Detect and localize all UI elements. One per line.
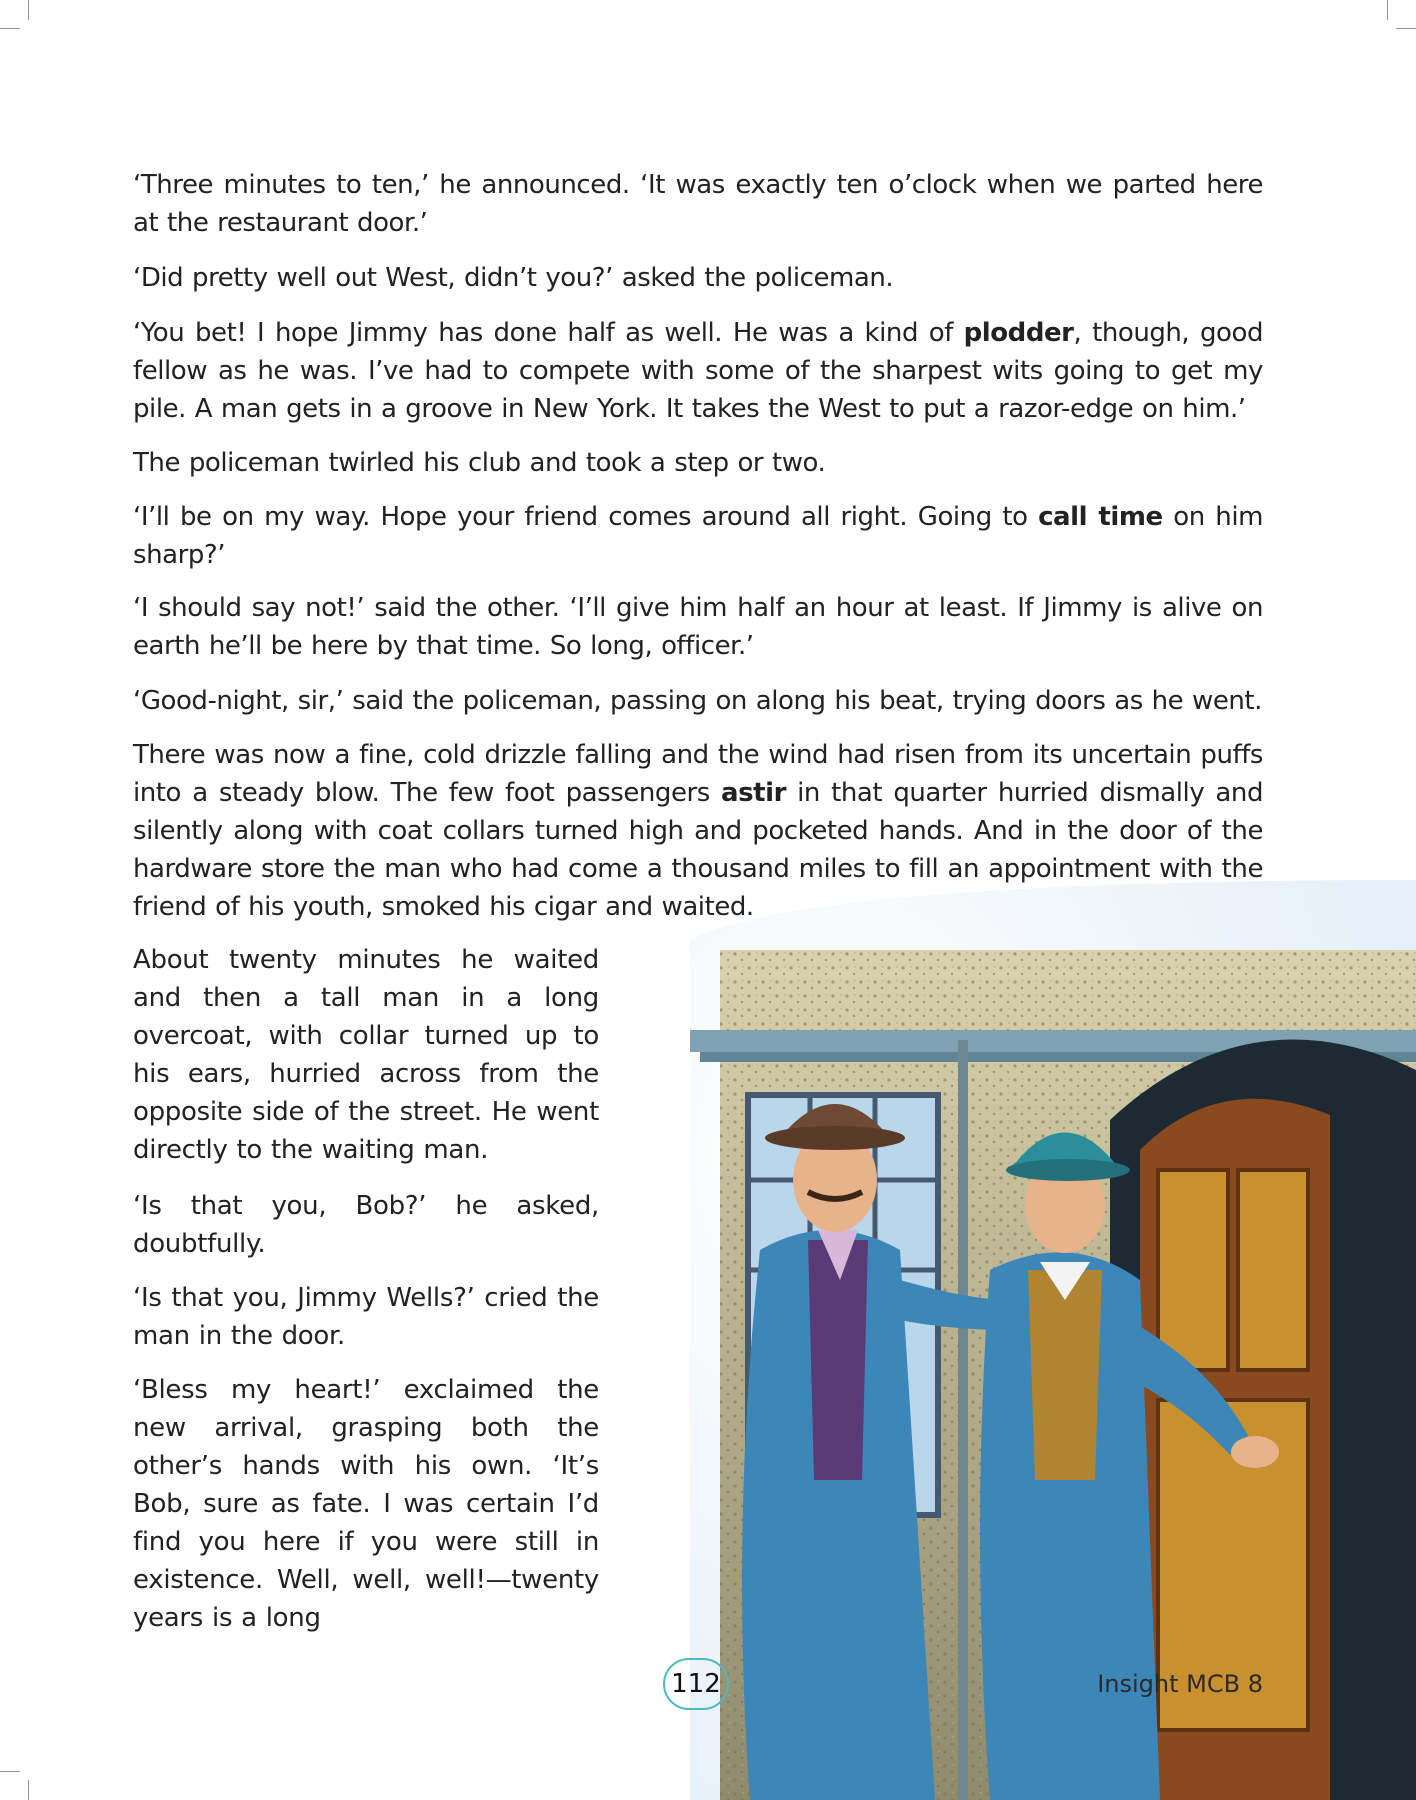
paragraph-9 bbox=[133, 941, 599, 1169]
book-title: Insight MCB 8 bbox=[1097, 1670, 1263, 1698]
text-segment: on him sharp?’ bbox=[133, 502, 1263, 570]
paragraph-5 bbox=[133, 498, 1263, 574]
text-segment: ‘Bless my heart!’ exclaimed the new arrival, grasping both the other’s hands with his own. ‘It’s Bob, sure as fate. I was certain I’d find you here if you were still in existence. Well, well, well!—twenty years is a long bbox=[133, 1375, 599, 1633]
paragraph-4 bbox=[133, 444, 1263, 482]
text-segment: The policeman twirled his club and took a step or two. bbox=[133, 448, 826, 478]
crop-mark-top-right-v bbox=[1387, 0, 1388, 20]
bold-term: astir bbox=[721, 778, 786, 808]
text-segment: ‘Three minutes to ten,’ he announced. ‘It was exactly ten o’clock when we parted here at the restaurant door.’ bbox=[133, 170, 1263, 238]
crop-mark-top-left-h bbox=[0, 28, 20, 29]
text-segment: ‘Is that you, Jimmy Wells?’ cried the man in the door. bbox=[133, 1283, 599, 1351]
paragraph-2 bbox=[133, 259, 1263, 297]
text-segment: ‘Did pretty well out West, didn’t you?’ asked the policeman. bbox=[133, 263, 894, 293]
paragraph-6 bbox=[133, 589, 1263, 665]
paragraph-12 bbox=[133, 1371, 599, 1637]
crop-mark-top-right-h bbox=[1396, 28, 1416, 29]
text-segment: ‘Good-night, sir,’ said the policeman, passing on along his beat, trying doors as he went. bbox=[133, 686, 1262, 716]
text-segment: About twenty minutes he waited and then a tall man in a long overcoat, with collar turned up to his ears, hurried across from the opposite side of the street. He went directly to the waiting man. bbox=[133, 945, 599, 1165]
paragraph-10 bbox=[133, 1187, 599, 1263]
paragraph-7 bbox=[133, 682, 1263, 720]
text-segment: ‘I’ll be on my way. Hope your friend comes around all right. Going to bbox=[133, 502, 1039, 532]
text-segment: , though, good fellow as he was. I’ve had to compete with some of the sharpest wits going to get my pile. A man gets in a groove in New York. It takes the West to put a razor-edge on him.’ bbox=[133, 318, 1263, 424]
bold-term: call time bbox=[1038, 502, 1163, 532]
text-segment: ‘I should say not!’ said the other. ‘I’ll give him half an hour at least. If Jimmy is alive on earth he’ll be here by that time. So long, officer.’ bbox=[133, 593, 1263, 661]
text-segment: There was now a fine, cold drizzle falling and the wind had risen from its uncertain puffs into a steady blow. The few foot passengers bbox=[133, 740, 1263, 808]
text-segment: ‘You bet! I hope Jimmy has done half as well. He was a kind of bbox=[133, 318, 964, 348]
page-number: 112 bbox=[663, 1658, 729, 1710]
text-segment: in that quarter hurried dismally and silently along with coat collars turned high and pocketed hands. And in the door of the hardware store the man who had come a thousand miles to fill an appointment with the friend of his youth, smoked his cigar and waited. bbox=[133, 778, 1264, 922]
paragraph-8 bbox=[133, 736, 1263, 926]
paragraph-1 bbox=[133, 166, 1263, 242]
crop-mark-top-left-v bbox=[28, 0, 29, 20]
bold-term: plodder bbox=[963, 318, 1074, 348]
crop-mark-bottom-left-v bbox=[28, 1780, 29, 1800]
crop-mark-bottom-left-h bbox=[0, 1771, 20, 1772]
paragraph-3 bbox=[133, 314, 1263, 428]
paragraph-11 bbox=[133, 1279, 599, 1355]
text-segment: ‘Is that you, Bob?’ he asked, doubtfully. bbox=[133, 1191, 599, 1259]
two-men-greeting-illustration bbox=[690, 880, 1416, 1800]
